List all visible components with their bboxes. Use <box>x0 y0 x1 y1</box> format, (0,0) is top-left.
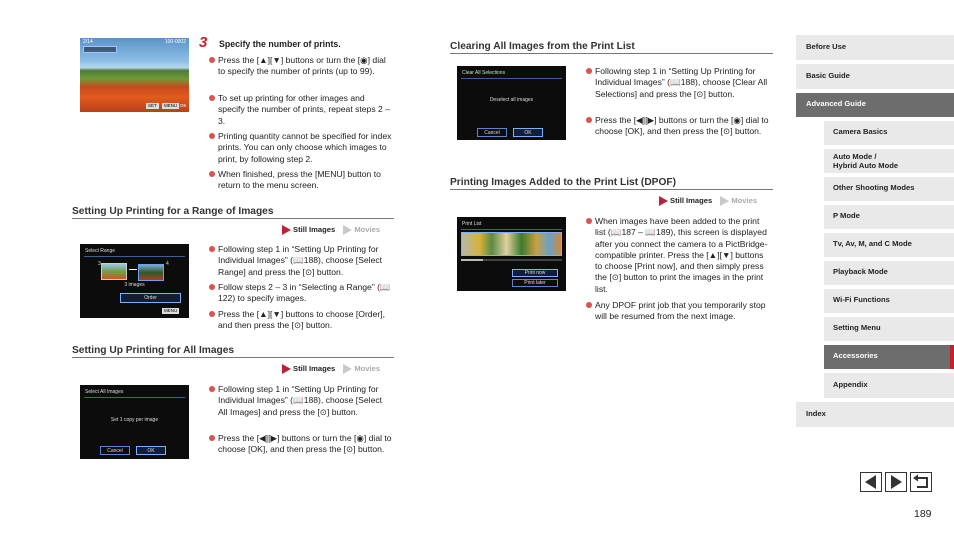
sidebar-item-setting-menu[interactable]: Setting Menu <box>824 317 954 341</box>
ok-button[interactable]: OK <box>513 128 543 137</box>
step-number: 3 <box>199 34 208 51</box>
playback-screen <box>80 38 189 112</box>
mode-indicator: Still Images Movies <box>282 364 380 374</box>
screen-counter: 2/14 <box>83 39 93 45</box>
step-title: Specify the number of prints. <box>219 39 341 49</box>
prev-page-icon[interactable] <box>860 472 882 492</box>
bullet-icon <box>209 171 215 177</box>
bullet-icon <box>209 435 215 441</box>
movies-icon <box>343 225 352 235</box>
clear-all-screen: Clear All Selections Deselect all images Cancel OK <box>457 66 566 140</box>
print-qty-indicator <box>83 46 117 53</box>
bullet-icon <box>209 284 215 290</box>
bullet-icon <box>209 57 215 63</box>
bullet-icon <box>209 133 215 139</box>
sidebar-item-advanced-guide[interactable]: Advanced Guide <box>796 93 954 117</box>
sidebar-item-accessories[interactable]: Accessories <box>824 345 954 369</box>
screen-message: Set 1 copy per image <box>110 417 159 423</box>
sidebar-item-p-mode[interactable]: P Mode <box>824 205 954 229</box>
sidebar-item-basic-guide[interactable]: Basic Guide <box>796 64 954 89</box>
section-title-range: Setting Up Printing for a Range of Images <box>72 206 274 217</box>
section-title-all: Setting Up Printing for All Images <box>72 345 235 356</box>
sidebar-item-playback-mode[interactable]: Playback Mode <box>824 261 954 285</box>
screen-message: Deselect all images <box>489 97 534 103</box>
cancel-button[interactable]: Cancel <box>477 128 507 137</box>
screen-menu-badge: MENU <box>164 308 178 313</box>
cancel-button[interactable]: Cancel <box>100 446 130 455</box>
sidebar-item-wifi-functions[interactable]: Wi-Fi Functions <box>824 289 954 313</box>
select-range-screen: Select Range 3 4 3 images Order MENU <box>80 244 189 318</box>
section-divider <box>450 53 773 54</box>
bullet-icon <box>209 95 215 101</box>
bullet-icon <box>209 311 215 317</box>
mode-indicator: Still Images Movies <box>282 225 380 235</box>
section-divider <box>72 357 394 358</box>
bullet-icon <box>586 117 592 123</box>
return-icon[interactable] <box>910 472 932 492</box>
order-button[interactable]: Order <box>120 293 181 303</box>
range-arrow-icon <box>129 269 137 270</box>
sidebar-item-index[interactable]: Index <box>796 402 954 427</box>
still-images-icon <box>659 196 668 206</box>
print-list-screen: Print List Print now Print later <box>457 217 566 291</box>
print-later-button[interactable]: Print later <box>512 279 558 287</box>
sidebar-item-other-shooting-modes[interactable]: Other Shooting Modes <box>824 177 954 201</box>
screen-file-no: 100-0002 <box>164 39 186 45</box>
print-list-thumbs <box>461 232 562 256</box>
sidebar-item-before-use[interactable]: Before Use <box>796 35 954 60</box>
sidebar-item-auto-mode[interactable]: Auto Mode / Hybrid Auto Mode <box>824 149 954 173</box>
screen-ok-label: OK <box>180 103 187 108</box>
sidebar-item-appendix[interactable]: Appendix <box>824 373 954 398</box>
print-now-button[interactable]: Print now <box>512 269 558 277</box>
section-title-clear: Clearing All Images from the Print List <box>450 41 635 52</box>
screen-set-badge: SET <box>148 103 157 108</box>
bullet-icon <box>209 246 215 252</box>
section-title-dpof: Printing Images Added to the Print List (DPOF) <box>450 177 677 188</box>
bullet-icon <box>209 386 215 392</box>
range-thumb-right <box>138 264 164 281</box>
movies-icon <box>343 364 352 374</box>
select-all-screen: Select All Images Set 1 copy per image Cancel OK <box>80 385 189 459</box>
next-page-icon[interactable] <box>885 472 907 492</box>
bullet-icon <box>586 218 592 224</box>
section-divider <box>72 218 394 219</box>
bullet-icon <box>586 302 592 308</box>
movies-icon <box>720 196 729 206</box>
screen-menu-badge: MENU <box>164 103 178 108</box>
ok-button[interactable]: OK <box>136 446 166 455</box>
sidebar-item-tv-av-m-c-mode[interactable]: Tv, Av, M, and C Mode <box>824 233 954 257</box>
still-images-icon <box>282 364 291 374</box>
page-number: 189 <box>914 508 932 520</box>
sidebar-item-camera-basics[interactable]: Camera Basics <box>824 121 954 145</box>
range-thumb-left <box>101 263 127 280</box>
mode-indicator: Still Images Movies <box>659 196 757 206</box>
print-progress-bar <box>461 259 562 261</box>
still-images-icon <box>282 225 291 235</box>
bullet-icon <box>586 68 592 74</box>
section-divider <box>450 189 773 190</box>
